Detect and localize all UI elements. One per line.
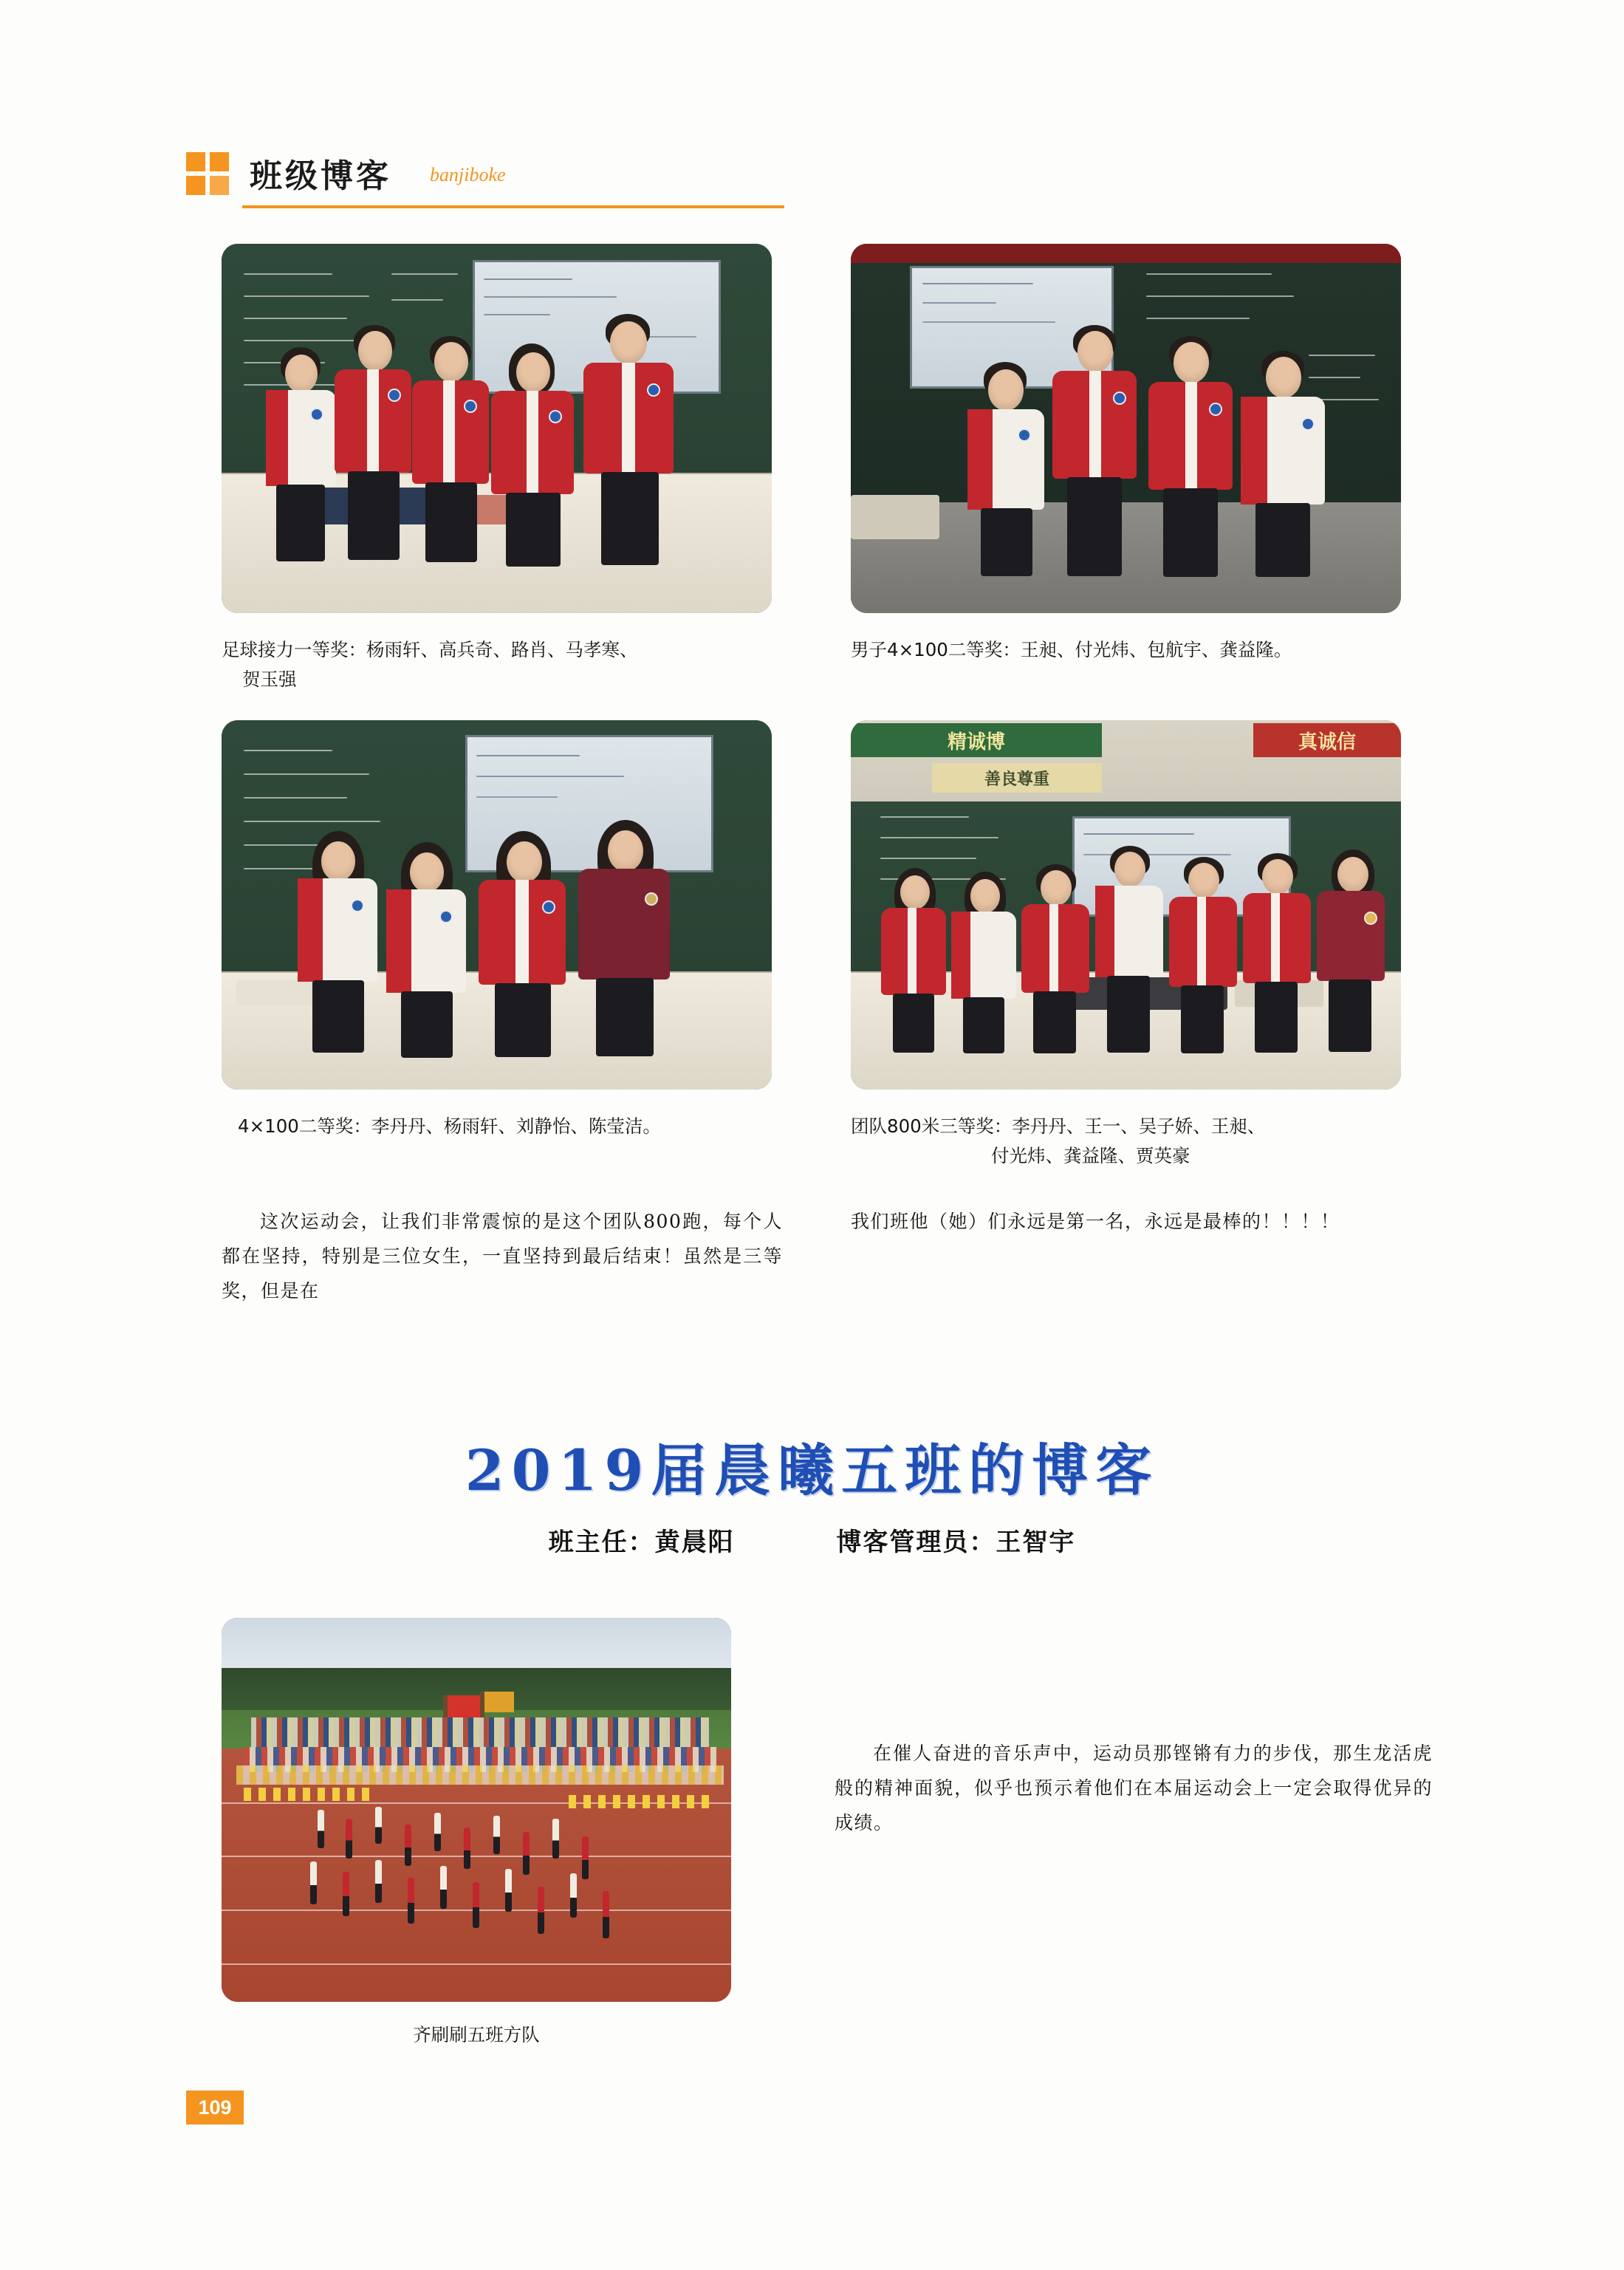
caption-line: 4×100二等奖：李丹丹、杨雨轩、刘静怡、陈莹洁。 xyxy=(238,1115,661,1137)
body-text-right: 我们班他（她）们永远是第一名，永远是最棒的！！！！ xyxy=(851,1211,1340,1232)
caption-line: 齐刷刷五班方队 xyxy=(413,2024,540,2045)
caption-line: 团队800米三等奖：李丹丹、王一、吴子娇、王昶、 xyxy=(851,1115,1266,1137)
head-teacher-label: 班主任：黄晨阳 xyxy=(548,1528,735,1557)
blog-staff-line xyxy=(0,1522,1624,1558)
body-text-left: 这次运动会，让我们非常震惊的是这个团队800跑，每个人都在坚持，特别是三位女生，一直坚持到最后结束！虽然是三等奖，但是在 xyxy=(222,1211,783,1302)
blog-title: 2019届晨曦五班的博客 xyxy=(465,1437,1159,1503)
caption-line: 付光炜、龚益隆、贾英豪 xyxy=(991,1145,1190,1166)
page-header xyxy=(186,145,784,211)
blog-admin-label: 博客管理员：王智宇 xyxy=(836,1528,1076,1557)
photo-football-relay xyxy=(222,244,772,613)
page-number: 109 xyxy=(186,2090,244,2124)
photo-class-parade xyxy=(222,1618,731,2002)
section-title: 班级博客 xyxy=(250,157,391,195)
caption-line: 男子4×100二等奖：王昶、付光炜、包航宇、龚益隆。 xyxy=(851,639,1292,660)
photo-4x100-second xyxy=(222,720,772,1090)
caption-boys-4x100 xyxy=(851,635,1434,665)
caption-class-parade xyxy=(222,2020,731,2050)
photo-boys-4x100 xyxy=(851,244,1401,613)
body-text-parade: 在催人奋进的音乐声中，运动员那铿锵有力的步伐，那生龙活虎般的精神面貌，似乎也预示着他们在本届运动会上一定会取得优异的成绩。 xyxy=(835,1743,1433,1833)
caption-line: 足球接力一等奖：杨雨轩、高兵奇、路肖、马孝寒、 xyxy=(222,639,638,660)
caption-football-relay xyxy=(222,635,805,694)
photo-team-800m: 精诚博 真诚信 善良尊重 xyxy=(851,720,1401,1090)
section-title-pinyin: banjiboke xyxy=(430,164,506,185)
caption-4x100-second xyxy=(222,1112,805,1141)
header-divider xyxy=(242,205,784,208)
caption-team-800m xyxy=(851,1112,1434,1171)
decorative-squares-icon xyxy=(186,152,232,198)
caption-line: 贺玉强 xyxy=(242,669,297,690)
